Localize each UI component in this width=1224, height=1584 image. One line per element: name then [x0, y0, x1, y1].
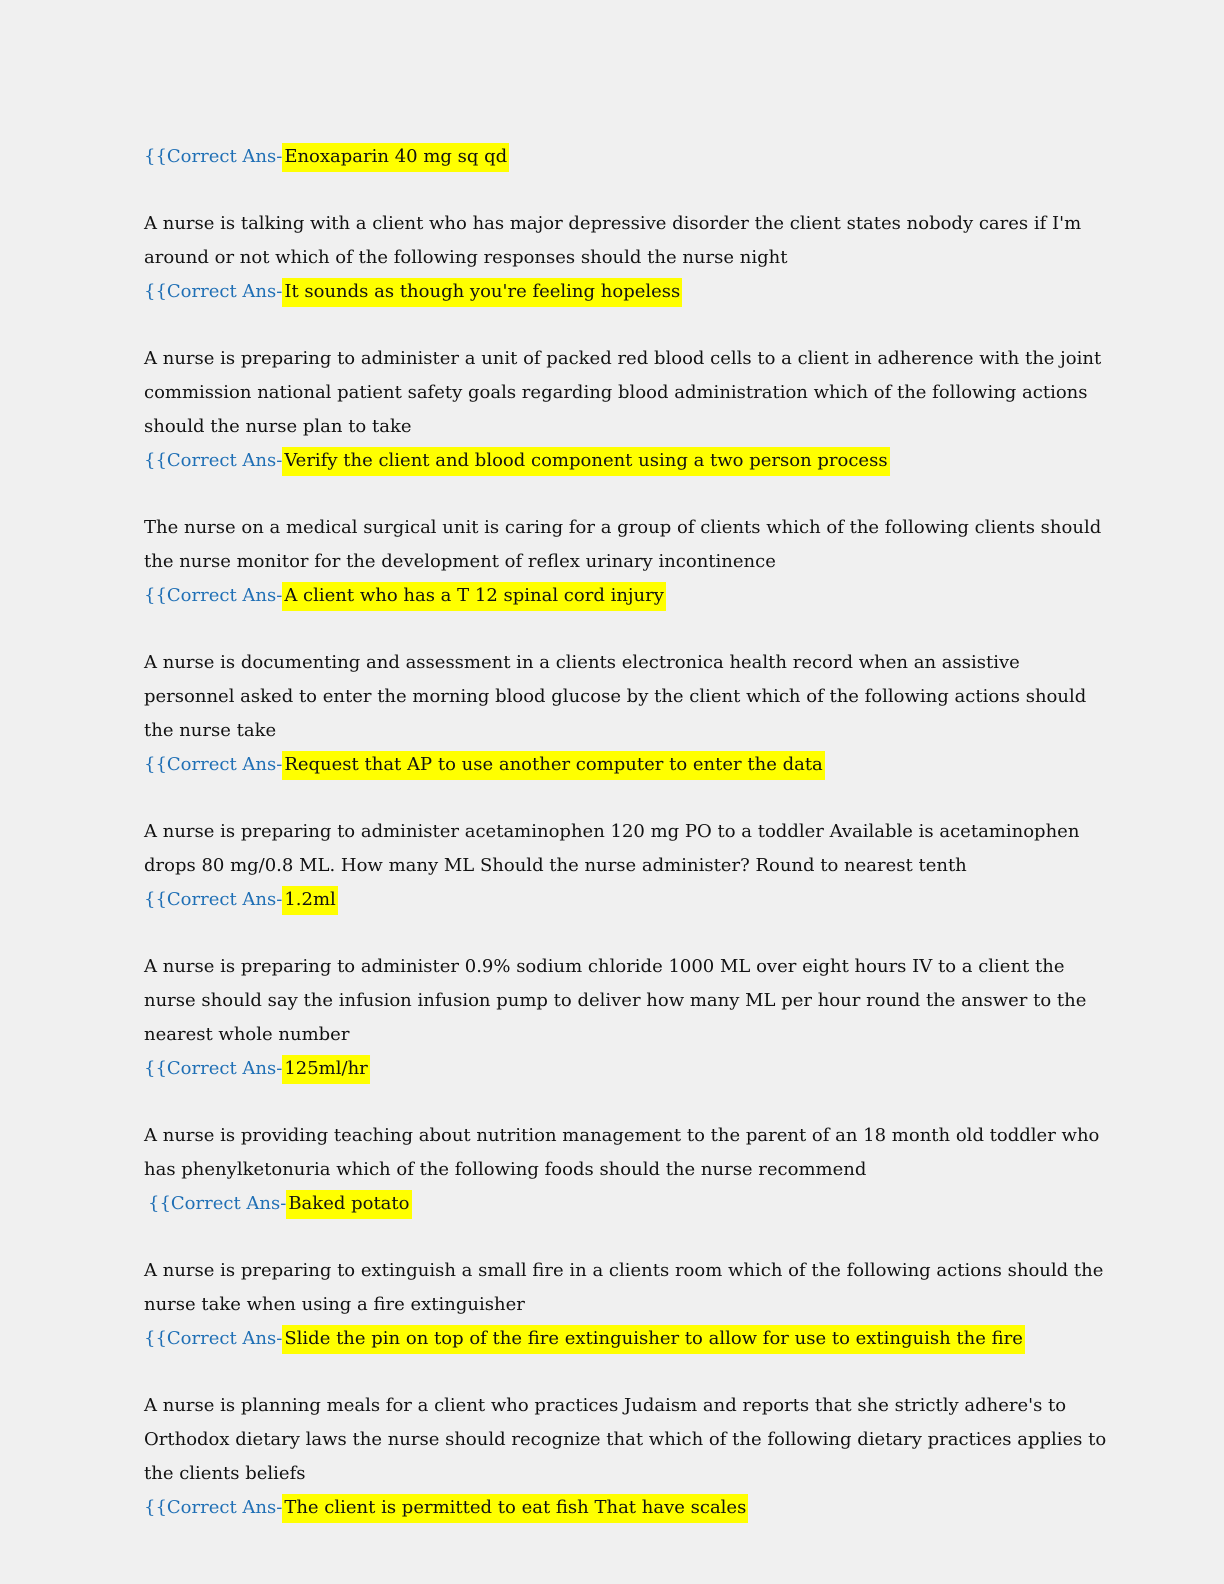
answer-prefix: {{Correct Ans- [144, 146, 283, 167]
question-text: A nurse is documenting and assessment in a clients electronica health record when an assistive personnel asked to enter the morning blood glucose by the client which of the following actions should the nurse take [144, 652, 1087, 741]
qa-item-3 [144, 342, 1114, 478]
answer-text: A client who has a T 12 spinal cord injury [282, 582, 666, 611]
answer-text: The client is permitted to eat fish That have scales [282, 1494, 748, 1523]
qa-item-6 [144, 815, 1114, 917]
answer-text: Enoxaparin 40 mg sq qd [282, 143, 509, 172]
answer-line [144, 579, 1114, 613]
answer-line [144, 1187, 1114, 1221]
qa-item-10 [144, 1389, 1114, 1525]
answer-prefix: {{Correct Ans- [144, 1497, 283, 1518]
answer-text: Baked potato [286, 1190, 411, 1219]
answer-line [144, 1322, 1114, 1356]
answer-line [144, 275, 1114, 309]
answer-text: Request that AP to use another computer to enter the data [282, 751, 824, 780]
answer-line [144, 1491, 1114, 1525]
question-text: A nurse is preparing to administer acetaminophen 120 mg PO to a toddler Available is acetaminophen drops 80 mg/0.8 ML. How many ML Should the nurse administer? Round to nearest tenth [144, 821, 1080, 876]
answer-prefix: {{Correct Ans- [144, 450, 283, 471]
answer-prefix: {{Correct Ans- [148, 1193, 287, 1214]
answer-line [144, 748, 1114, 782]
answer-text: Slide the pin on top of the fire extinguisher to allow for use to extinguish the fire [282, 1325, 1025, 1354]
question-text: A nurse is preparing to administer a unit of packed red blood cells to a client in adherence with the joint commission national patient safety goals regarding blood administration which of the following actions should the nurse plan to take [144, 348, 1102, 437]
answer-prefix: {{Correct Ans- [144, 281, 283, 302]
answer-line [144, 444, 1114, 478]
answer-prefix: {{Correct Ans- [144, 585, 283, 606]
question-text: A nurse is talking with a client who has major depressive disorder the client states nobody cares if I'm around or not which of the following responses should the nurse night [144, 213, 1082, 268]
answer-line [144, 140, 1114, 174]
answer-line [144, 883, 1114, 917]
answer-text: Verify the client and blood component using a two person process [282, 447, 889, 476]
question-text: The nurse on a medical surgical unit is caring for a group of clients which of the following clients should the nurse monitor for the development of reflex urinary incontinence [144, 517, 1102, 572]
answer-prefix: {{Correct Ans- [144, 754, 283, 775]
qa-item-5 [144, 646, 1114, 782]
question-text: A nurse is providing teaching about nutrition management to the parent of an 18 month old toddler who has phenylketonuria which of the following foods should the nurse recommend [144, 1125, 1100, 1180]
answer-line [144, 1052, 1114, 1086]
question-text: A nurse is planning meals for a client who practices Judaism and reports that she strictly adhere's to Orthodox dietary laws the nurse should recognize that which of the following dietary practices applies to the clients beliefs [144, 1395, 1107, 1484]
question-text: A nurse is preparing to administer 0.9% sodium chloride 1000 ML over eight hours IV to a client the nurse should say the infusion infusion pump to deliver how many ML per hour round the answer to the nearest whole number [144, 956, 1087, 1045]
qa-item-4 [144, 511, 1114, 613]
answer-prefix: {{Correct Ans- [144, 1328, 283, 1349]
qa-item-7 [144, 950, 1114, 1086]
answer-prefix: {{Correct Ans- [144, 889, 283, 910]
qa-item-1 [144, 140, 1114, 174]
qa-item-9 [144, 1254, 1114, 1356]
qa-list [144, 140, 1114, 1558]
answer-text: 1.2ml [282, 886, 337, 915]
qa-item-2 [144, 207, 1114, 309]
question-text: A nurse is preparing to extinguish a small fire in a clients room which of the following actions should the nurse take when using a fire extinguisher [144, 1260, 1104, 1315]
answer-text: It sounds as though you're feeling hopeless [282, 278, 682, 307]
answer-prefix: {{Correct Ans- [144, 1058, 283, 1079]
answer-text: 125ml/hr [282, 1055, 369, 1084]
qa-item-8 [144, 1119, 1114, 1221]
